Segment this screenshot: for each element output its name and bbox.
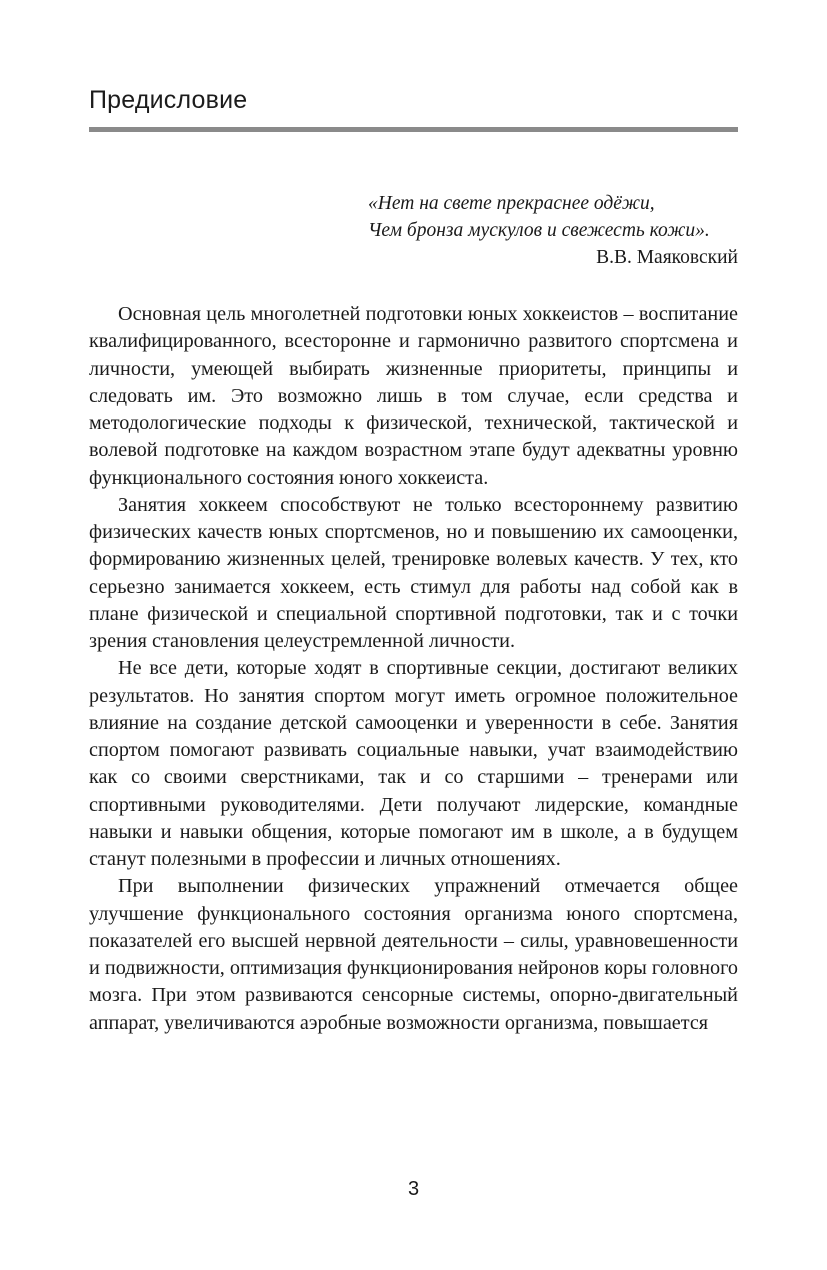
epigraph-author: В.В. Маяковский xyxy=(596,247,738,268)
epigraph-line-2: Чем бронза мускулов и свежесть кожи». xyxy=(368,220,710,241)
epigraph xyxy=(360,190,738,271)
paragraph-1: Основная цель многолетней подготовки юных хоккеистов – воспитание квалифицированного, всесторонне и гармонично развитого спортсмена и личности, умеющей выбирать жизненные приоритеты, принципы и следовать им. Это возможно лишь в том случае, если средства и методологические подходы к физической, технической, тактической и волевой подготовке на каждом возрастном этапе будут адекватны уровню функционального состояния юного хоккеиста. xyxy=(89,303,738,489)
paragraph-4: При выполнении физических упражнений отмечается общее улучшение функционального состояния организма юного спортсмена, показателей его высшей нервной деятельности – силы, уравновешенности и подвижности, оптимизация функционирования нейронов коры головного мозга. При этом развиваются сенсорные системы, опорно-двигательный аппарат, увеличиваются аэробные возможности организма, повышается xyxy=(89,875,738,1034)
page-title: Предисловие xyxy=(89,86,248,114)
body-text xyxy=(89,301,738,1037)
page-number: 3 xyxy=(407,1178,420,1200)
heading-divider xyxy=(89,127,738,132)
epigraph-line-1: «Нет на свете прекраснее одёжи, xyxy=(368,193,655,214)
paragraph-3: Не все дети, которые ходят в спортивные секции, достигают великих результатов. Но занятия спортом могут иметь огромное положительное влияние на создание детской самооценки и уверенности в себе. Занятия спортом помогают развивать социальные навыки, учат взаимодействию как со своими сверстниками, так и со старшими – тренерами или спортивными руководителями. Дети получают лидерские, командные навыки и навыки общения, которые помогают им в школе, а в будущем станут полезными в профессии и личных отношениях. xyxy=(89,657,738,870)
paragraph-2: Занятия хоккеем способствуют не только всестороннему развитию физических качеств юных спортсменов, но и повышению их самооценки, формированию жизненных целей, тренировке волевых качеств. У тех, кто серьезно занимается хоккеем, есть стимул для работы над собой как в плане физической и специальной спортивной подготовки, так и с точки зрения становления целеустремленной личности. xyxy=(89,493,738,652)
